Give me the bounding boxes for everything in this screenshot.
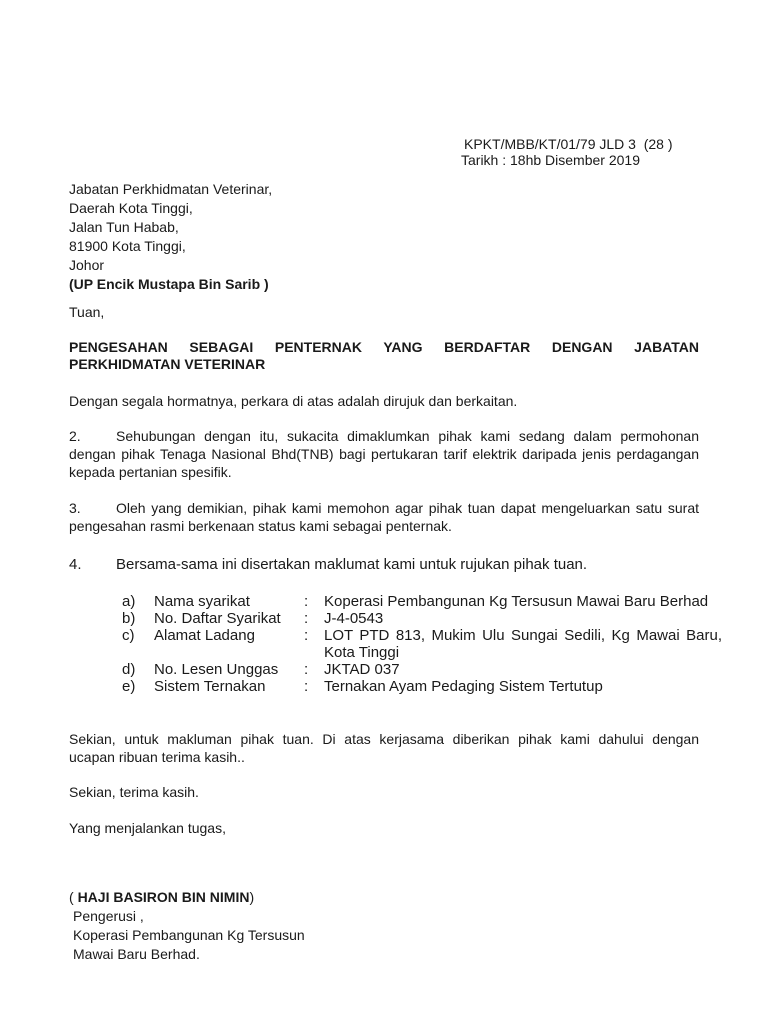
detail-key: No. Daftar Syarikat (154, 610, 281, 627)
closing-line-1: Sekian, untuk makluman pihak tuan. Di atas kerjasama diberikan pihak kami dahului dengan (69, 731, 699, 747)
salutation: Tuan, (69, 304, 105, 320)
letter-date: Tarikh : 18hb Disember 2019 (461, 152, 640, 168)
address-line: Johor (69, 257, 105, 273)
paragraph-3 (69, 499, 699, 535)
signatory-org-line-2: Mawai Baru Berhad. (73, 946, 200, 962)
paragraph-number: 4. (69, 556, 82, 573)
detail-value: LOT PTD 813, Mukim Ulu Sungai Sedili, Kg Mawai Baru, Kota Tinggi (324, 627, 722, 661)
signatory-org-line-1: Koperasi Pembangunan Kg Tersusun (73, 927, 305, 943)
detail-key: Sistem Ternakan (154, 678, 266, 695)
paren-open: ( (69, 889, 78, 905)
detail-value: JKTAD 037 (324, 661, 400, 678)
detail-colon: : (304, 627, 309, 644)
detail-value: J-4-0543 (324, 610, 384, 627)
detail-label: c) (122, 627, 135, 644)
detail-row (122, 678, 722, 695)
paren-close: ) (249, 889, 255, 905)
detail-key: Nama syarikat (154, 593, 250, 610)
detail-colon: : (304, 661, 309, 678)
detail-value: Ternakan Ayam Pedaging Sistem Tertutup (324, 678, 603, 695)
attention-line: (UP Encik Mustapa Bin Sarib ) (69, 276, 269, 292)
signatory-name: HAJI BASIRON BIN NIMIN (77, 889, 250, 905)
detail-colon: : (304, 678, 309, 695)
reference-number: KPKT/MBB/KT/01/79 JLD 3 (28 ) (464, 136, 673, 152)
detail-colon: : (304, 610, 309, 627)
paragraph-number: 3. (69, 500, 81, 516)
detail-row (122, 627, 722, 661)
reference-block (461, 136, 673, 168)
subject-line-1: PENGESAHAN SEBAGAI PENTERNAK YANG BERDAFTAR DENGAN JABATAN (69, 339, 699, 355)
signatory-title: Pengerusi , (73, 908, 144, 924)
company-details-list (122, 593, 722, 695)
paragraph-4-text: Bersama-sama ini disertakan maklumat kami untuk rujukan pihak tuan. (116, 556, 588, 573)
address-line: Daerah Kota Tinggi, (69, 200, 193, 216)
address-line: 81900 Kota Tinggi, (69, 238, 186, 254)
paragraph-3-rest: pengesahan rasmi berkenaan status kami sebagai penternak. (69, 518, 452, 534)
paragraph-1: Dengan segala hormatnya, perkara di atas adalah dirujuk dan berkaitan. (69, 393, 518, 409)
detail-row (122, 610, 722, 627)
paragraph-3-line-1: Oleh yang demikian, pihak kami memohon agar pihak tuan dapat mengeluarkan satu surat (116, 500, 699, 516)
detail-label: e) (122, 678, 136, 695)
signatory-name-line (69, 888, 305, 907)
subject-line-2: PERKHIDMATAN VETERINAR (69, 356, 266, 372)
subject-heading (69, 339, 699, 373)
address-line: Jalan Tun Habab, (69, 219, 179, 235)
address-line: Jabatan Perkhidmatan Veterinar, (69, 181, 273, 197)
paragraph-2 (69, 427, 699, 481)
closing-thanks: Sekian, terima kasih. (69, 784, 199, 800)
closing-paragraph (69, 730, 699, 766)
detail-value: Koperasi Pembangunan Kg Tersusun Mawai Baru Berhad (324, 593, 709, 610)
detail-colon: : (304, 593, 309, 610)
closing-sign-intro: Yang menjalankan tugas, (69, 820, 226, 836)
signatory-block (69, 888, 305, 964)
paragraph-2-line-1: Sehubungan dengan itu, sukacita dimaklumkan pihak kami sedang dalam permohonan (116, 428, 699, 444)
detail-key: Alamat Ladang (154, 627, 255, 644)
detail-label: a) (122, 593, 136, 610)
detail-row (122, 661, 722, 678)
closing-rest: ucapan ribuan terima kasih.. (69, 749, 245, 765)
paragraph-2-rest: dengan pihak Tenaga Nasional Bhd(TNB) bagi pertukaran tarif elektrik daripada jenis perdagangan kepada pertanian spesifik. (69, 446, 699, 480)
paragraph-4 (69, 556, 587, 573)
recipient-address (69, 180, 272, 294)
detail-row (122, 593, 722, 610)
detail-key: No. Lesen Unggas (154, 661, 279, 678)
detail-label: d) (122, 661, 136, 678)
paragraph-number: 2. (69, 428, 81, 444)
detail-label: b) (122, 610, 136, 627)
